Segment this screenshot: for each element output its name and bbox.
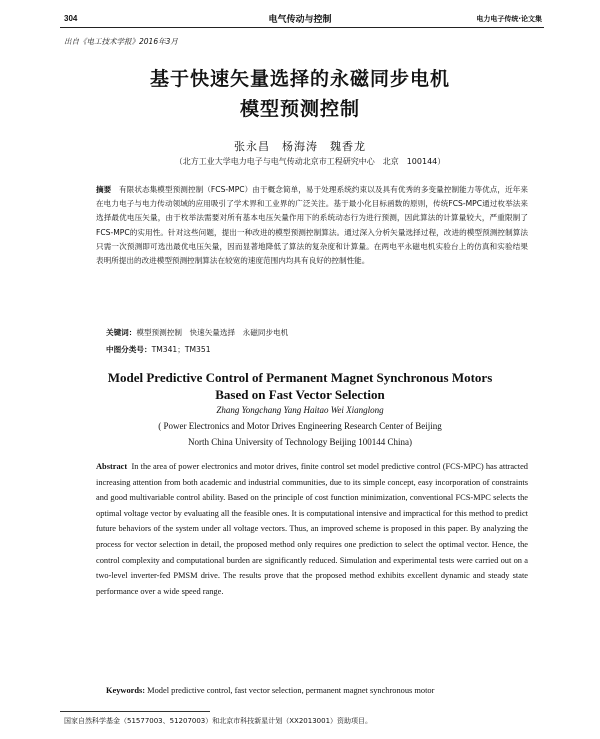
header-rule xyxy=(60,27,544,28)
cn-clc-text: TM341；TM351 xyxy=(151,345,211,354)
cn-clc xyxy=(106,344,211,355)
running-header-section: 电力电子传统·论文集 xyxy=(476,15,542,23)
page-number: 304 xyxy=(64,14,78,23)
cn-title-line-2: 模型预测控制 xyxy=(239,98,360,120)
cn-affiliation: （北方工业大学电力电子与电气传动北京市工程研究中心 北京 100144） xyxy=(174,157,446,166)
en-title-line-1: Model Predictive Control of Permanent Magnet Synchronous Motors xyxy=(107,370,493,385)
funding-footnote: 国家自然科学基金（51577003、51207003）和北京市科技新星计划（XX2013001）资助项目。 xyxy=(64,717,373,725)
en-title-line-2: Based on Fast Vector Selection xyxy=(215,387,385,402)
cn-keywords-text: 模型预测控制 快速矢量选择 永磁同步电机 xyxy=(136,328,289,337)
cn-keywords xyxy=(106,327,288,338)
en-affiliation-line-1: ( Power Electronics and Motor Drives Engineering Research Center of Beijing xyxy=(158,421,442,431)
cn-title-line-1: 基于快速矢量选择的永磁同步电机 xyxy=(149,68,450,90)
en-affiliation-line-2: North China University of Technology Beijing 100144 China) xyxy=(188,437,412,447)
cn-abstract-text: 有限状态集模型预测控制（FCS-MPC）由于概念简单，易于处理系统约束以及具有优秀的多变量控制能力等优点，近年来在电力电子与电力传动领域的应用吸引了学术界和工业界的广泛关注。基于最小化目标函数的原则，传统FCS-MPC通过枚举法来选择最优电压矢量，由于枚举法需要对所有基本电压矢量作用下的系统动态行为进行预测，因此算法的计算量较大，严重限制了FCS-MPC的实用性。针对这些问题，提出一种改进的模型预测控制算法。通过深入分析矢量选择过程，改进的模型预测控制算法只需一次预测即可选出最优电压矢量，因而显著地降低了算法的复杂度和计算量。在两电平永磁电机实验台上的仿真和实验结果表明所提出的改进模型预测控制算法在较宽的速度范围内均具有良好的控制性能。 xyxy=(96,185,529,266)
en-keywords xyxy=(106,686,434,695)
cn-clc-label: 中图分类号： xyxy=(106,345,152,354)
footnote-rule xyxy=(60,711,210,712)
en-abstract xyxy=(96,459,528,599)
en-keywords-label: Keywords: xyxy=(106,686,146,695)
en-authors: Zhang Yongchang Yang Haitao Wei Xianglong xyxy=(216,405,384,415)
en-abstract-text: In the area of power electronics and motor drives, finite control set model predictive control (FCS-MPC) has attracted increasing attention from both academic and industrial communities, due to its simple concept, easy incorporation of constraints and good multivariable control ability. Based on the principle of cost function minimization, conventional FCS-MPC selects the optimal voltage vector by evaluating all the feasible ones. It is computational intensive and impractical for this method to predict future behaviors of the system under all voltage vectors. Thus, an improved scheme is proposed in this paper. By analyzing the process for vector selection in detail, the proposed method only requires one prediction to select the optimal vector. Hence, the control complexity and computational burden are significantly reduced. Simulation and experimental tests were carried out on a two-level inverter-fed PMSM drive. The results prove that the proposed method exhibits excellent dynamic and steady state performance over a wide speed range. xyxy=(96,462,528,596)
cn-keywords-label: 关键词： xyxy=(106,328,137,337)
en-keywords-text: Model predictive control, fast vector selection, permanent magnet synchronous motor xyxy=(147,686,435,695)
running-header-journal: 电气传动与控制 xyxy=(268,15,332,25)
publication-info: 出自《电工技术学报》2016年3月 xyxy=(64,37,178,46)
cn-abstract-label: 摘要 xyxy=(96,185,112,194)
cn-authors: 张永昌 杨海涛 魏香龙 xyxy=(234,140,366,153)
en-abstract-label: Abstract xyxy=(96,462,128,471)
cn-abstract xyxy=(96,183,528,268)
